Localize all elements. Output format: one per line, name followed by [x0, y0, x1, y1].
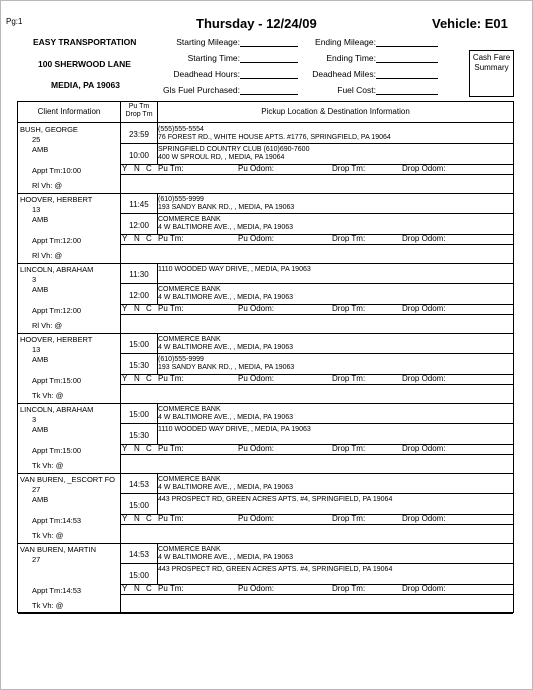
drop-odom-label: Drop Odom:	[402, 234, 446, 243]
client-age: 27	[32, 485, 41, 494]
cancel-option[interactable]: C	[146, 164, 152, 173]
client-type: AMB	[32, 495, 49, 504]
vehicle-note: Tk Vh: @	[32, 391, 64, 400]
drop-odom-label: Drop Odom:	[402, 374, 446, 383]
drop-time: 15:30	[128, 361, 150, 370]
drop-tm-label: Drop Tm:	[332, 164, 366, 173]
no-option[interactable]: N	[134, 444, 140, 453]
yes-option[interactable]: Y	[122, 514, 128, 523]
drop-time: 15:00	[128, 501, 150, 510]
pickup-line-2: 1110 WOODED WAY DRIVE, , MEDIA, PA 19063	[158, 266, 311, 273]
ending-mileage-label: Ending Mileage:	[315, 37, 376, 47]
trip-status-row	[120, 164, 513, 174]
client-type: AMB	[32, 215, 49, 224]
trip-block	[18, 543, 513, 614]
ending-time-label: Ending Time:	[326, 53, 376, 63]
pickup-time: 11:45	[129, 200, 149, 209]
drop-line-1: COMMERCE BANK	[158, 286, 221, 293]
drop-location	[158, 426, 311, 434]
pickup-line-1: (555)555-5554	[158, 126, 204, 133]
drop-location	[158, 216, 293, 232]
vehicle-note: Rl Vh: @	[32, 181, 63, 190]
trip-status-row	[120, 374, 513, 384]
client-age: 13	[32, 205, 41, 214]
row-divider	[120, 314, 513, 315]
row-divider	[120, 143, 513, 144]
trip-block	[18, 263, 513, 334]
client-name: LINCOLN, ABRAHAM	[20, 405, 94, 414]
client-age: 3	[32, 275, 37, 284]
cancel-option[interactable]: C	[146, 374, 152, 383]
pu-odom-label: Pu Odom:	[238, 514, 275, 523]
pickup-line-1: COMMERCE BANK	[158, 336, 221, 343]
trip-schedule-table	[17, 101, 514, 613]
pu-odom-label: Pu Odom:	[238, 234, 275, 243]
drop-line-1: COMMERCE BANK	[158, 216, 221, 223]
vehicle-note: Tk Vh: @	[32, 601, 64, 610]
row-divider	[120, 244, 513, 245]
row-divider	[120, 353, 513, 354]
client-type: AMB	[32, 285, 49, 294]
drop-odom-label: Drop Odom:	[402, 584, 446, 593]
drop-time: 15:00	[128, 571, 150, 580]
pickup-location	[158, 406, 293, 422]
client-name: LINCOLN, ABRAHAM	[20, 265, 94, 274]
yes-option[interactable]: Y	[122, 374, 128, 383]
client-age: 27	[32, 555, 41, 564]
row-divider	[120, 174, 513, 175]
row-divider	[120, 493, 513, 494]
trip-status-row	[120, 304, 513, 314]
pu-tm-label: Pu Tm:	[158, 374, 184, 383]
starting-time-field[interactable]	[240, 62, 298, 63]
row-divider	[120, 283, 513, 284]
pu-odom-label: Pu Odom:	[238, 374, 275, 383]
pickup-location	[158, 336, 293, 352]
pickup-line-2: 193 SANDY BANK RD., , MEDIA, PA 19063	[158, 204, 295, 211]
client-name: VAN BUREN, MARTIN	[20, 545, 96, 554]
trip-status-row	[120, 584, 513, 594]
cancel-option[interactable]: C	[146, 514, 152, 523]
drop-tm-label: Drop Tm:	[332, 514, 366, 523]
deadhead-hours-label: Deadhead Hours:	[173, 69, 240, 79]
cancel-option[interactable]: C	[146, 444, 152, 453]
row-divider	[120, 524, 513, 525]
location-header: Pickup Location & Destination Information	[261, 107, 410, 116]
trip-block	[18, 473, 513, 544]
pickup-time: 14:53	[128, 480, 150, 489]
pickup-time: 15:00	[128, 340, 150, 349]
yes-option[interactable]: Y	[122, 234, 128, 243]
fuel-cost-label: Fuel Cost:	[337, 85, 376, 95]
starting-mileage-label: Starting Mileage:	[176, 37, 240, 47]
appointment-time: Appt Tm:14:53	[32, 516, 82, 525]
pu-tm-label: Pu Tm:	[158, 584, 184, 593]
appointment-time: Appt Tm:15:00	[32, 446, 82, 455]
deadhead-miles-field[interactable]	[376, 78, 438, 79]
deadhead-hours-field[interactable]	[240, 78, 298, 79]
client-name: BUSH, GEORGE	[20, 125, 78, 134]
pickup-time: 23:59	[128, 130, 150, 139]
pu-tm-label: Pu Tm:	[158, 304, 184, 313]
drop-tm-label: Drop Tm:	[332, 444, 366, 453]
vehicle-note: Tk Vh: @	[32, 531, 64, 540]
pu-tm-label: Pu Tm:	[158, 514, 184, 523]
pu-tm-label: Pu Tm:	[158, 444, 184, 453]
trip-block	[18, 333, 513, 404]
appointment-time: Appt Tm:12:00	[32, 306, 82, 315]
drop-odom-label: Drop Odom:	[402, 304, 446, 313]
client-age: 3	[32, 415, 37, 424]
pu-odom-label: Pu Odom:	[238, 304, 275, 313]
client-age: 13	[32, 345, 41, 354]
no-option[interactable]: N	[134, 164, 140, 173]
pickup-line-2: 4 W BALTIMORE AVE., , MEDIA, PA 19063	[158, 484, 293, 491]
row-divider	[120, 454, 513, 455]
drop-location	[158, 286, 293, 302]
pickup-location	[158, 266, 311, 274]
page-number: Pg:1	[6, 17, 23, 26]
appointment-time: Appt Tm:15:00	[32, 376, 82, 385]
drop-location	[158, 146, 309, 162]
pu-odom-label: Pu Odom:	[238, 584, 275, 593]
drop-tm-label: Drop Tm:	[332, 304, 366, 313]
drop-time: 10:00	[128, 151, 150, 160]
drop-line-2: 4 W BALTIMORE AVE., , MEDIA, PA 19063	[158, 294, 293, 301]
drop-line-2: 193 SANDY BANK RD., , MEDIA, PA 19063	[158, 364, 295, 371]
appointment-time: Appt Tm:14:53	[32, 586, 82, 595]
drop-time: 15:30	[128, 431, 150, 440]
pickup-line-2: 76 FOREST RD., WHITE HOUSE APTS. #1776, SPRINGFIELD, PA 19064	[158, 134, 391, 141]
pickup-line-1: COMMERCE BANK	[158, 406, 221, 413]
pickup-location	[158, 476, 293, 492]
trip-status-row	[120, 514, 513, 524]
no-option[interactable]: N	[134, 234, 140, 243]
client-age: 25	[32, 135, 41, 144]
no-option[interactable]: N	[134, 584, 140, 593]
client-type: AMB	[32, 355, 49, 364]
pickup-location	[158, 126, 391, 142]
trip-block	[18, 123, 513, 194]
client-type: AMB	[32, 425, 49, 434]
drop-tm-label: Drop Tm:	[332, 584, 366, 593]
pu-tm-label: Pu Tm:	[158, 234, 184, 243]
drop-odom-label: Drop Odom:	[402, 444, 446, 453]
deadhead-miles-label: Deadhead Miles:	[312, 69, 376, 79]
pickup-line-1: COMMERCE BANK	[158, 476, 221, 483]
pickup-line-2: 4 W BALTIMORE AVE., , MEDIA, PA 19063	[158, 554, 293, 561]
table-header	[18, 102, 513, 123]
drop-tm-label: Drop Tm:	[332, 234, 366, 243]
pu-tm-label: Pu Tm:	[158, 164, 184, 173]
pickup-time: 14:53	[128, 550, 150, 559]
pickup-line-2: 4 W BALTIMORE AVE., , MEDIA, PA 19063	[158, 344, 293, 351]
report-title: Thursday - 12/24/09	[196, 16, 317, 31]
drop-line-2: 443 PROSPECT RD, GREEN ACRES APTS. #4, SPRINGFIELD, PA 19064	[158, 566, 393, 573]
appointment-time: Appt Tm:12:00	[32, 236, 82, 245]
vehicle-label: Vehicle: E01	[432, 16, 508, 31]
drop-time: 12:00	[128, 221, 150, 230]
row-divider	[120, 213, 513, 214]
yes-option[interactable]: Y	[122, 584, 128, 593]
drop-location	[158, 566, 392, 574]
client-name: HOOVER, HERBERT	[20, 335, 93, 344]
drop-line-1: SPRINGFIELD COUNTRY CLUB (610)690-7600	[158, 146, 310, 153]
drop-location	[158, 356, 294, 372]
drop-time: 12:00	[128, 291, 150, 300]
drop-line-2: 1110 WOODED WAY DRIVE, , MEDIA, PA 19063	[158, 426, 311, 433]
pickup-line-2: 4 W BALTIMORE AVE., , MEDIA, PA 19063	[158, 414, 293, 421]
times-header: Pu Tm Drop Tm	[125, 103, 153, 118]
drop-odom-label: Drop Odom:	[402, 514, 446, 523]
cash-fare-summary-box: Cash Fare Summary	[469, 50, 514, 97]
trip-status-row	[120, 234, 513, 244]
ending-time-field[interactable]	[376, 62, 438, 63]
row-divider	[120, 384, 513, 385]
drop-line-2: 443 PROSPECT RD, GREEN ACRES APTS. #4, SPRINGFIELD, PA 19064	[158, 496, 393, 503]
row-divider	[120, 594, 513, 595]
trip-block	[18, 193, 513, 264]
vehicle-note: Tk Vh: @	[32, 461, 64, 470]
row-divider	[120, 423, 513, 424]
cancel-option[interactable]: C	[146, 584, 152, 593]
yes-option[interactable]: Y	[122, 304, 128, 313]
fuel-purchased-label: Gls Fuel Purchased:	[162, 85, 240, 95]
pickup-line-1: (610)555-9999	[158, 196, 204, 203]
pickup-location	[158, 546, 293, 562]
drop-tm-label: Drop Tm:	[332, 374, 366, 383]
trip-status-row	[120, 444, 513, 454]
company-street: 100 SHERWOOD LANE	[38, 59, 131, 69]
client-type: AMB	[32, 145, 49, 154]
company-city: MEDIA, PA 19063	[51, 80, 120, 90]
pickup-time: 11:30	[129, 270, 149, 279]
row-divider	[120, 563, 513, 564]
fuel-cost-field[interactable]	[376, 94, 438, 95]
pu-odom-label: Pu Odom:	[238, 164, 275, 173]
cancel-option[interactable]: C	[146, 304, 152, 313]
drop-line-2: 4 W BALTIMORE AVE., , MEDIA, PA 19063	[158, 224, 293, 231]
vehicle-note: Rl Vh: @	[32, 251, 63, 260]
client-info-header: Client Information	[37, 107, 101, 116]
no-option[interactable]: N	[134, 374, 140, 383]
drop-location	[158, 496, 392, 504]
drop-odom-label: Drop Odom:	[402, 164, 446, 173]
pickup-location	[158, 196, 294, 212]
cancel-option[interactable]: C	[146, 234, 152, 243]
no-option[interactable]: N	[134, 304, 140, 313]
client-name: HOOVER, HERBERT	[20, 195, 93, 204]
client-name: VAN BUREN, _ESCORT FO	[20, 475, 116, 484]
pu-odom-label: Pu Odom:	[238, 444, 275, 453]
appointment-time: Appt Tm:10:00	[32, 166, 82, 175]
vehicle-note: Rl Vh: @	[32, 321, 63, 330]
fuel-purchased-field[interactable]	[240, 94, 298, 95]
drop-line-1: (610)555-9999	[158, 356, 204, 363]
ending-mileage-field[interactable]	[376, 46, 438, 47]
no-option[interactable]: N	[134, 514, 140, 523]
pickup-line-1: COMMERCE BANK	[158, 546, 221, 553]
company-name: EASY TRANSPORTATION	[33, 37, 137, 47]
starting-mileage-field[interactable]	[240, 46, 298, 47]
drop-line-2: 400 W SPROUL RD, , MEDIA, PA 19064	[158, 154, 285, 161]
starting-time-label: Starting Time:	[187, 53, 240, 63]
yes-option[interactable]: Y	[122, 444, 128, 453]
yes-option[interactable]: Y	[122, 164, 128, 173]
pickup-time: 15:00	[128, 410, 150, 419]
trip-block	[18, 403, 513, 474]
